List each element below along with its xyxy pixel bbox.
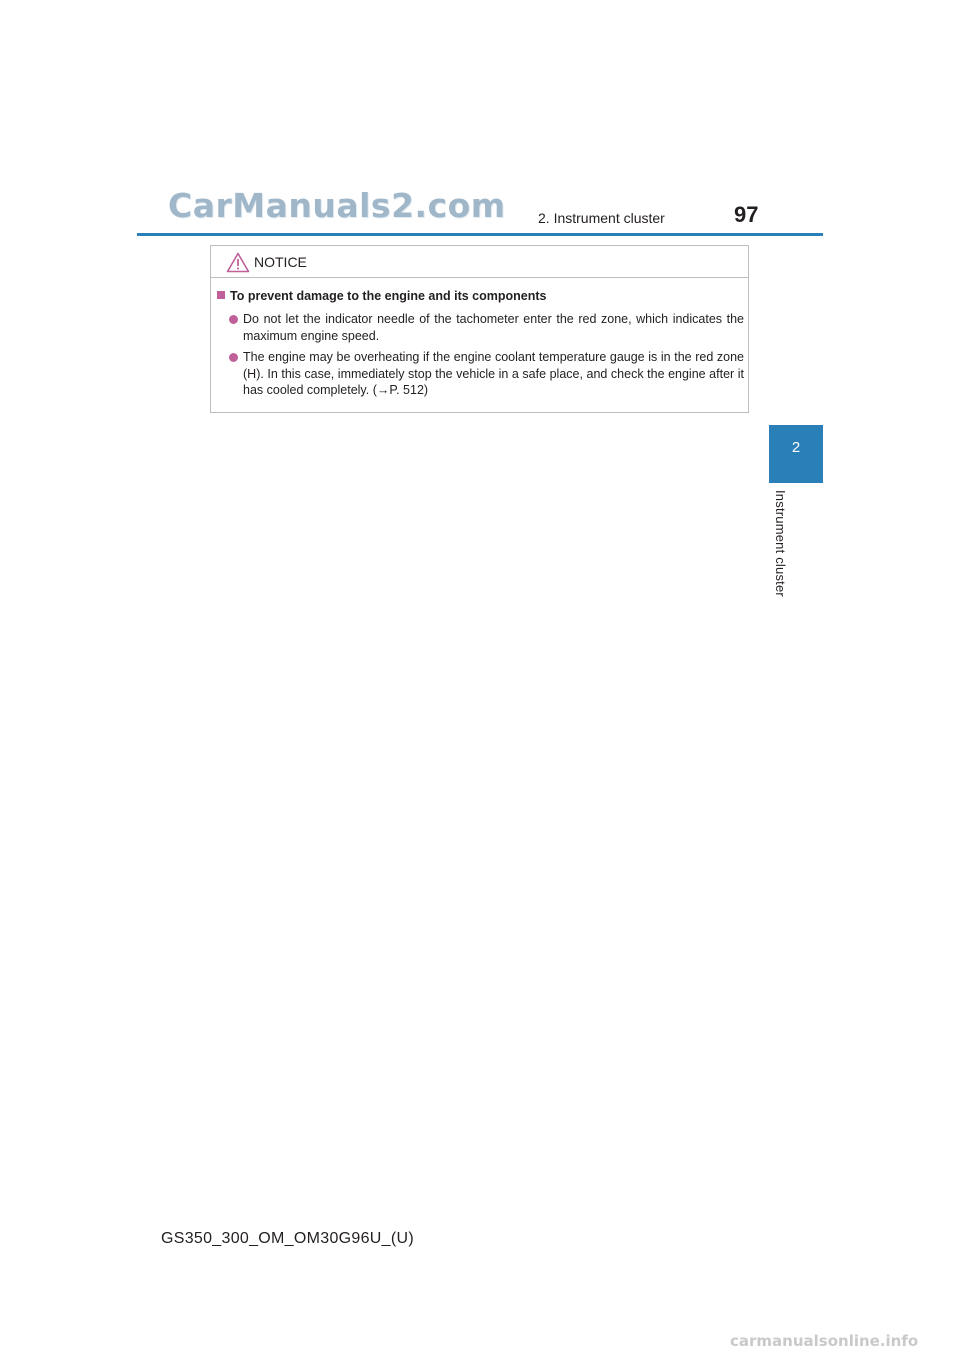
notice-box: [210, 245, 749, 413]
chapter-tab: 2: [769, 425, 823, 483]
notice-bullet-text: Do not let the indicator needle of the tachometer enter the red zone, which indicates the maximum engine speed.: [243, 312, 744, 343]
round-bullet-icon: [229, 315, 238, 324]
header-section-title: 2. Instrument cluster: [538, 210, 665, 226]
notice-bullet-2: [229, 349, 744, 399]
header-divider: [137, 233, 823, 236]
warning-triangle-icon: [226, 252, 250, 273]
square-bullet-icon: [217, 291, 225, 299]
chapter-tab-label: Instrument cluster: [773, 490, 788, 597]
notice-bullet-text: The engine may be overheating if the engine coolant temperature gauge is in the red zone (H). In this case, immediately stop the vehicle in a safe place, and check the engine after it has cooled completely. (→P. 512): [243, 350, 744, 397]
notice-header: [211, 246, 748, 278]
notice-title: NOTICE: [254, 254, 307, 270]
notice-subheading-text: To prevent damage to the engine and its components: [230, 289, 547, 303]
manual-code-footer: GS350_300_OM_OM30G96U_(U): [161, 1230, 414, 1247]
notice-subheading: [217, 289, 546, 303]
watermark-logo-top: CarManuals2.com: [168, 186, 506, 225]
round-bullet-icon: [229, 353, 238, 362]
page-number: 97: [734, 202, 759, 227]
watermark-logo-bottom: carmanualsonline.info: [730, 1332, 919, 1350]
notice-bullet-1: [229, 311, 744, 344]
